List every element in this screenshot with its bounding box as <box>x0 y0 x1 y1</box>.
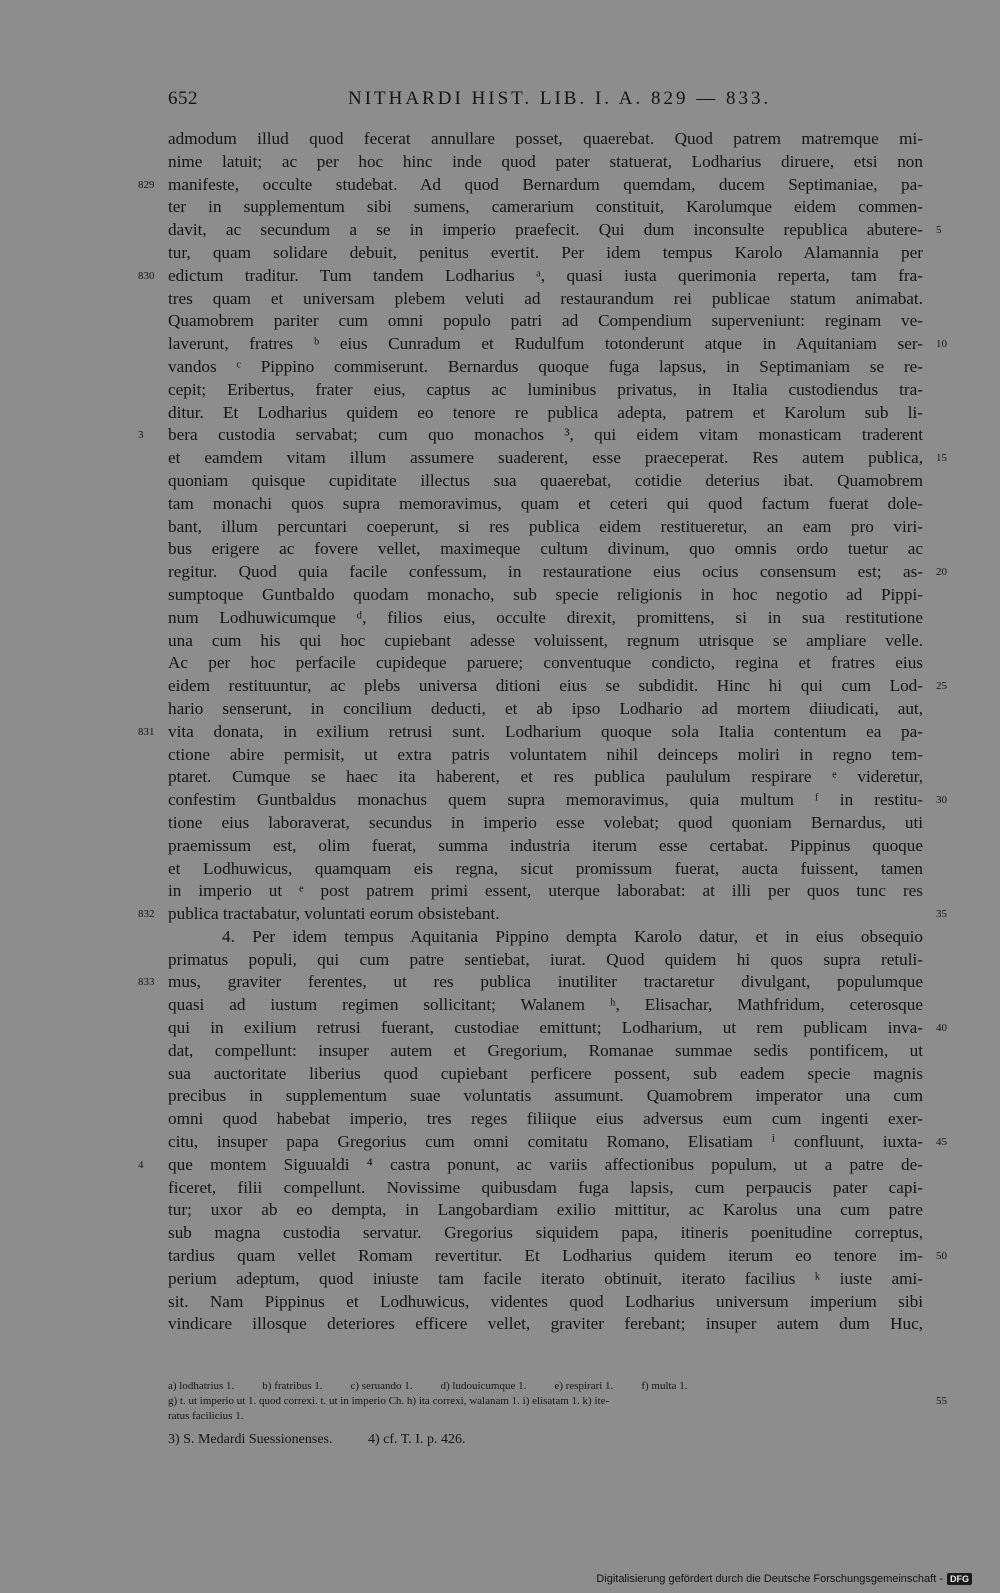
text-line <box>168 1063 923 1086</box>
text-line <box>168 128 923 151</box>
credit-text: Digitalisierung gefördert durch die Deutsche Forschungsgemeinschaft - <box>596 1573 943 1585</box>
footnotes <box>168 1432 923 1448</box>
line-text: citu, insuper papa Gregorius cum omni comitatu Romano, Elisatiam ⁱ confluunt, iuxta- <box>168 1132 923 1152</box>
line-text: ficeret, filii compellunt. Novissime quibusdam fuga lapsis, cum perpaucis pater capi- <box>168 1177 923 1197</box>
line-number-margin: 15 <box>936 452 947 465</box>
line-text: nime latuit; ac per hoc hinc inde quod pater statuerat, Lodharius diruere, etsi non <box>168 151 923 171</box>
text-line <box>168 994 923 1017</box>
line-text: tam monachi quos supra memoravimus, quam et ceteri qui quod factum fuerat dole- <box>168 493 923 513</box>
text-line <box>168 242 923 265</box>
line-text: Quamobrem pariter cum omni populo patri ad Compendium superveniunt: reginam ve- <box>168 311 923 331</box>
line-number-margin: 50 <box>936 1250 947 1263</box>
line-text: una cum his qui hoc cupiebant adesse voluissent, regnum utrisque se ampliare velle. <box>168 630 923 650</box>
text-line <box>168 356 923 379</box>
text-line <box>138 265 923 288</box>
line-text: tardius quam vellet Romam revertitur. Et Lodharius quidem iterum eo tenore im- <box>168 1246 923 1266</box>
line-text: et eamdem vitam illum assumere suaderent, esse praeceperat. Res autem publica, <box>168 448 923 468</box>
line-number-margin: 35 <box>936 908 947 921</box>
line-text: edictum traditur. Tum tandem Lodharius ᵃ, quasi iusta querimonia reperta, tam fra- <box>168 265 923 285</box>
line-text: mus, graviter ferentes, ut res publica inutiliter tractaretur divulgant, populumque <box>168 972 923 992</box>
text-line <box>168 447 947 470</box>
line-text: sua auctoritate liberius quod cupiebant perficere possent, sub eadem specie magnis <box>168 1063 923 1083</box>
line-text: et Lodhuwicus, quamquam eis regna, sicut promissum fuerat, aucta fuissent, tamen <box>168 858 923 878</box>
line-text: tur; uxor ab eo dempta, in Langobardiam exilio mittitur, ac Karolus una cum patre <box>168 1200 923 1220</box>
year-margin: 832 <box>138 908 155 921</box>
line-text: manifeste, occulte studebat. Ad quod Bernardum quemdam, ducem Septimaniae, pa- <box>168 174 923 194</box>
text-line <box>168 652 923 675</box>
line-text: omni quod habebat imperio, tres reges filiique eius adversus eum cum ingenti exer- <box>168 1109 923 1129</box>
line-text: sub magna custodia servatur. Gregorius siquidem papa, itineris poenitudine correptus, <box>168 1223 923 1243</box>
text-line <box>168 630 923 653</box>
line-text: laverunt, fratres ᵇ eius Cunradum et Rudulfum totonderunt atque in Aquitaniam ser- <box>168 334 923 354</box>
text-line <box>168 470 923 493</box>
text-line <box>168 744 923 767</box>
line-text: cepit; Eribertus, frater eius, captus ac luminibus privatus, in Italia custodiendus tra- <box>168 379 923 399</box>
line-number-margin: 55 <box>936 1395 947 1407</box>
line-text: davit, ac secundum a se in imperio praefecit. Qui dum inconsulte republica abutere- <box>168 220 923 240</box>
line-text: num Lodhuwicumque ᵈ, filios eius, occulte direxit, promittens, si in sua restitutione <box>168 607 923 627</box>
line-text: eidem restituuntur, ac plebs universa ditioni eius se subdidit. Hinc hi qui cum Lod- <box>168 676 923 696</box>
apparatus-text: ratus facilicius 1. <box>168 1410 244 1422</box>
text-line <box>168 538 923 561</box>
year-margin: 4 <box>138 1158 144 1171</box>
apparatus-text: g) t. ut imperio ut 1. quod correxi. t. ut in imperio Ch. h) ita correxi, walanam 1. i) elisatam 1. k) ite- <box>168 1395 610 1407</box>
line-text: ctione abire permisit, ut extra patris voluntatem nihil deinceps moliri in regno tem- <box>168 744 923 764</box>
apparatus-note: d) ludouicumque 1. <box>440 1380 527 1392</box>
year-margin: 831 <box>138 725 155 738</box>
text-line <box>168 1199 923 1222</box>
line-text: sumptoque Guntbaldo quodam monacho, sub specie religionis in hoc negotio ad Pippi- <box>168 584 923 604</box>
dfg-logo: DFG <box>947 1573 972 1585</box>
line-number-margin: 25 <box>936 680 947 693</box>
text-line <box>138 903 947 926</box>
year-margin: 830 <box>138 269 155 282</box>
apparatus-note: c) seruando 1. <box>350 1380 413 1392</box>
apparatus-note: a) lodhatrius 1. <box>168 1380 235 1392</box>
line-text: precibus in supplementum suae voluntatis assumunt. Quamobrem imperator una cum <box>168 1086 923 1106</box>
line-text: primatus populi, qui cum patre sentiebat, iurat. Quod quidem hi quos supra retuli- <box>168 949 923 969</box>
text-line <box>168 1108 923 1131</box>
text-line <box>168 1291 923 1314</box>
line-text: 4. Per idem tempus Aquitania Pippino dempta Karolo datur, et in eius obsequio <box>222 926 923 946</box>
apparatus-row <box>168 1379 923 1394</box>
line-text: in imperio ut ᵉ post patrem primi essent, uterque laborabat: at illi per quos tunc res <box>168 881 923 901</box>
line-text: perium adeptum, quod iniuste tam facile iterato obtinuit, iterato facilius ᵏ iuste ami- <box>168 1268 923 1288</box>
line-number-margin: 30 <box>936 794 947 807</box>
text-line <box>168 516 923 539</box>
text-line <box>168 584 923 607</box>
line-number-margin: 20 <box>936 566 947 579</box>
line-number-margin: 40 <box>936 1022 947 1035</box>
line-text: bant, illum percuntari coeperunt, si res publica eidem restitueretur, an eam pro viri- <box>168 516 923 536</box>
line-text: ter in supplementum sibi sumens, camerarium constituit, Karolumque eidem commen- <box>168 197 923 217</box>
footnote: 4) cf. T. I. p. 426. <box>368 1432 466 1447</box>
apparatus-note: e) respirari 1. <box>554 1380 614 1392</box>
text-line <box>168 926 923 949</box>
text-line <box>168 835 923 858</box>
year-margin: 829 <box>138 178 155 191</box>
line-text: bera custodia servabat; cum quo monachos ³, qui eidem vitam monasticam traderent <box>168 425 923 445</box>
line-text: ditur. Et Lodharius quidem eo tenore re publica adepta, patrem et Karolum sub li- <box>168 402 923 422</box>
text-line <box>138 424 923 447</box>
line-text: sit. Nam Pippinus et Lodhuwicus, videntes quod Lodharius universum imperium sibi <box>168 1291 923 1311</box>
text-line <box>168 310 923 333</box>
apparatus-note: f) multa 1. <box>641 1380 688 1392</box>
line-text: quasi ad iustum regimen sollicitant; Walanem ʰ, Elisachar, Mathfridum, ceterosque <box>168 995 923 1015</box>
text-line <box>168 1177 923 1200</box>
line-text: Ac per hoc perfacile cupideque paruere; conventuque condicto, regina et fratres eius <box>168 653 923 673</box>
line-text: dat, compellunt: insuper autem et Gregorium, Romanae summae sedis pontificem, ut <box>168 1040 923 1060</box>
text-line <box>168 1040 923 1063</box>
text-line <box>168 698 923 721</box>
line-text: admodum illud quod fecerat annullare posset, quaerebat. Quod patrem matremque mi- <box>168 129 923 148</box>
footnote: 3) S. Medardi Suessionenses. <box>168 1432 333 1447</box>
text-line <box>138 971 923 994</box>
text-line <box>168 675 947 698</box>
text-line <box>168 766 923 789</box>
text-line <box>168 607 923 630</box>
line-text: praemissum est, olim fuerat, summa industria iterum esse certabat. Pippinus quoque <box>168 835 923 855</box>
text-line <box>168 151 923 174</box>
page-number: 652 <box>168 88 198 109</box>
digitization-credit <box>596 1573 972 1585</box>
running-title: NITHARDI HIST. LIB. I. A. 829 — 833. <box>348 88 772 109</box>
line-number-margin: 5 <box>936 224 942 237</box>
apparatus-row <box>168 1409 923 1424</box>
text-line <box>168 379 923 402</box>
text-line <box>168 949 923 972</box>
text-line <box>138 721 923 744</box>
text-line <box>168 1085 923 1108</box>
text-line <box>168 880 923 903</box>
text-line <box>168 1131 947 1154</box>
text-line <box>168 1245 947 1268</box>
text-line <box>168 1268 923 1291</box>
line-text: vita donata, in exilium retrusi sunt. Lodharium quoque sola Italia contentum ea pa- <box>168 721 923 741</box>
text-line <box>168 288 923 311</box>
line-text: quoniam quisque cupiditate illectus sua quaerebat, cotidie deterius ibat. Quamobrem <box>168 470 923 490</box>
text-line <box>168 333 947 356</box>
text-line <box>138 1154 923 1177</box>
text-line <box>138 174 923 197</box>
year-margin: 833 <box>138 976 155 989</box>
text-line <box>168 812 923 835</box>
line-number-margin: 45 <box>936 1136 947 1149</box>
line-text: vindicare illosque deteriores efficere vellet, graviter ferebant; insuper autem dum Huc, <box>168 1314 923 1334</box>
critical-apparatus <box>168 1379 947 1424</box>
line-text: regitur. Quod quia facile confessum, in restauratione eius ocius consensum est; as- <box>168 562 923 582</box>
line-text: publica tractabatur, voluntati eorum obsistebant. <box>168 904 500 924</box>
line-text: tres quam et universam plebem veluti ad restaurandum rei publicae statum animabat. <box>168 288 923 308</box>
line-text: que montem Siguualdi ⁴ castra ponunt, ac variis affectionibus populum, ut a patre de- <box>168 1154 923 1174</box>
line-text: confestim Guntbaldus monachus quem supra memoravimus, quia multum ᶠ in restitu- <box>168 790 923 810</box>
apparatus-note: b) fratribus 1. <box>262 1380 323 1392</box>
text-line <box>168 789 947 812</box>
line-text: tione eius laboraverat, secundus in imperio esse volebat; quod quoniam Bernardus, uti <box>168 812 923 832</box>
apparatus-row <box>168 1394 947 1409</box>
line-text: hario senserunt, in concilium deducti, et ab ipso Lodhario ad mortem diiudicati, aut, <box>168 698 923 718</box>
text-line <box>168 493 923 516</box>
text-line <box>168 561 947 584</box>
text-line <box>168 219 942 242</box>
line-text: ptaret. Cumque se haec ita haberent, et res publica paululum respirare ᵉ videretur, <box>168 767 923 787</box>
line-text: bus erigere ac fovere vellet, maximeque cultum divinum, quo omnis ordo tuetur ac <box>168 539 923 559</box>
text-line <box>168 858 923 881</box>
running-header <box>168 88 923 116</box>
line-text: vandos ᶜ Pippino commiserunt. Bernardus quoque fuga lapsus, in Septimaniam se re- <box>168 356 923 376</box>
year-margin: 3 <box>138 429 144 442</box>
text-line <box>168 1222 923 1245</box>
line-text: tur, quam solidare debuit, penitus evertit. Per idem tempus Karolo Alamannia per <box>168 242 923 262</box>
main-text <box>138 128 947 1336</box>
text-line <box>168 1017 947 1040</box>
text-line <box>168 402 923 425</box>
text-line <box>168 1313 923 1336</box>
line-number-margin: 10 <box>936 338 947 351</box>
text-line <box>168 196 923 219</box>
line-text: qui in exilium retrusi fuerant, custodiae emittunt; Lodharium, ut rem publicam inva- <box>168 1018 923 1038</box>
